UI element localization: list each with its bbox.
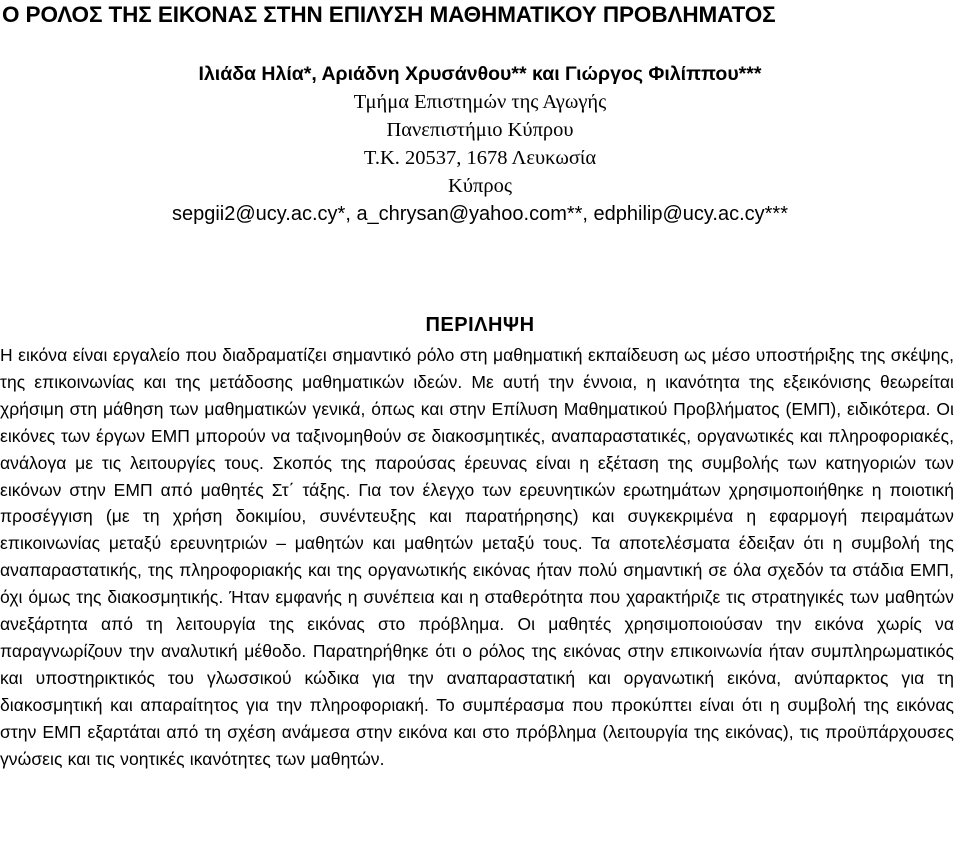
affiliation-department: Τμήμα Επιστημών της Αγωγής: [353, 91, 607, 113]
paper-title: Ο ΡΟΛΟΣ ΤΗΣ ΕΙΚΟΝΑΣ ΣΤΗΝ ΕΠΙΛΥΣΗ ΜΑΘΗΜΑΤΙΚΟΥ ΠΡΟΒΛΗΜΑΤΟΣ: [2, 2, 776, 27]
affiliation-postal-address: Τ.Κ. 20537, 1678 Λευκωσία: [363, 147, 597, 169]
abstract-heading: ΠΕΡΙΛΗΨΗ: [425, 314, 535, 336]
author-list: Ιλιάδα Ηλία*, Αριάδνη Χρυσάνθου** και Γιώργος Φιλίππου***: [198, 63, 762, 85]
affiliation-university: Πανεπιστήμιο Κύπρου: [386, 119, 574, 141]
author-block: [0, 60, 960, 228]
author-emails: sepgii2@ucy.ac.cy*, a_chrysan@yahoo.com**, edphilip@ucy.ac.cy***: [171, 203, 788, 225]
abstract-body: Η εικόνα είναι εργαλείο που διαδραματίζει σημαντικό ρόλο στη μαθηματική εκπαίδευση ως μέσο υποστήριξης της σκέψης, της επικοινωνίας και της μετάδοσης μαθηματικών ιδεών. Με αυτή την έννοια, η ικανότητα της εξεικόνισης θεωρείται χρήσιμη στη μάθηση των μαθηματικών γενικά, όπως και στην Επίλυση Μαθηματικού Προβλήματος (ΕΜΠ), ειδικότερα. Οι εικόνες των έργων ΕΜΠ μπορούν να ταξινομηθούν σε διακοσμητικές, αναπαραστατικές, οργανωτικές και πληροφοριακές, ανάλογα με τις λειτουργίες τους. Σκοπός της παρούσας έρευνας είναι η εξέταση της συμβολής των κατηγοριών των εικόνων στην ΕΜΠ από μαθητές Στ΄ τάξης. Για τον έλεγχο των ερευνητικών ερωτημάτων χρησιμοποιήθηκε η ποιοτική προσέγγιση (με τη χρήση δοκιμίου, συνέντευξης και παρατήρησης) και συγκεκριμένα η εφαρμογή πειραμάτων επικοινωνίας μεταξύ ερευνητριών – μαθητών και μαθητών μεταξύ τους. Τα αποτελέσματα έδειξαν ότι η συμβολή της αναπαραστατικής, της πληροφοριακής και της οργανωτικής εικόνας ήταν πολύ σημαντική σε όλα σχεδόν τα στάδια ΕΜΠ, όχι όμως της διακοσμητικής. Ήταν εμφανής η συνέπεια και η σταθερότητα που χαρακτήριζε τις στρατηγικές των μαθητών ανεξάρτητα από τη λειτουργία της εικόνας στο πρόβλημα. Οι μαθητές χρησιμοποιούσαν την εικόνα χωρίς να παραγνωρίζουν την αναλυτική μέθοδο. Παρατηρήθηκε ότι ο ρόλος της εικόνας στην επικοινωνία ήταν συμπληρωματικός και υποστηρικτικός του γλωσσικού κώδικα για την αναπαραστατική και οργανωτική εικόνα, ανύπαρκτος για τη διακοσμητική και απαραίτητος για την πληροφοριακή. Το συμπέρασμα που προκύπτει είναι ότι η συμβολή της εικόνας στην ΕΜΠ εξαρτάται από τη σχέση ανάμεσα στην εικόνα και στο πρόβλημα (λειτουργία της εικόνας), τις προϋπάρχουσες γνώσεις και τις νοητικές ικανότητες των μαθητών.: [0, 345, 954, 769]
affiliation-country: Κύπρος: [448, 175, 512, 197]
